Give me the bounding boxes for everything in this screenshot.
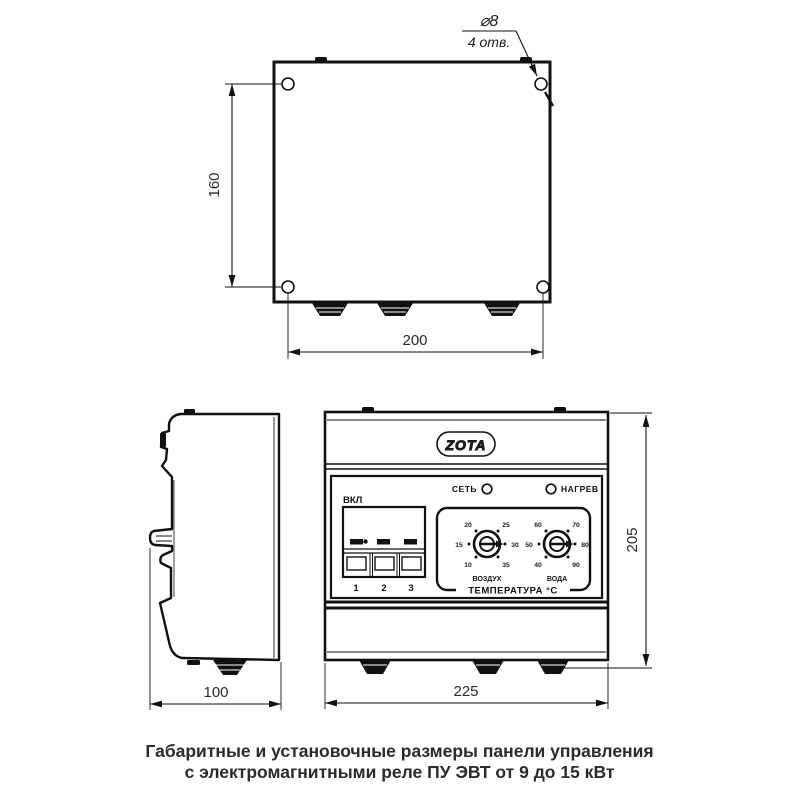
svg-text:30: 30 [511, 542, 519, 549]
air-knob-label: ВОЗДУХ [472, 576, 502, 583]
svg-text:40: 40 [534, 562, 542, 569]
screw-icon [554, 407, 566, 412]
cable-glands-top-view [312, 303, 520, 316]
hole-count-label: 4 отв. [467, 34, 511, 50]
brand-badge [437, 432, 495, 456]
dim-depth-value: 100 [203, 684, 229, 701]
breaker-terminal [347, 557, 366, 570]
svg-text:15: 15 [455, 542, 463, 549]
dimension-160 [206, 84, 281, 287]
svg-text:90: 90 [572, 562, 580, 569]
mounting-hole-top-left [282, 78, 294, 90]
hole-diameter-label: ⌀8 [479, 13, 499, 30]
svg-text:10: 10 [464, 562, 472, 569]
dim-height-value: 160 [206, 172, 223, 198]
cable-gland-side-view [213, 660, 247, 675]
dim-width-value: 200 [402, 332, 428, 349]
breaker-terminal [402, 557, 421, 570]
screw-icon [315, 57, 327, 62]
mounting-hole-bottom-left [282, 281, 294, 293]
temperature-panel [437, 508, 590, 597]
power-led-label: СЕТЬ [451, 484, 477, 494]
foot-detail [187, 660, 200, 665]
svg-text:80: 80 [581, 542, 589, 549]
svg-text:20: 20 [464, 522, 472, 529]
breaker-on-label: ВКЛ [343, 495, 363, 506]
hinge-detail [160, 433, 166, 447]
front-view [325, 407, 652, 709]
pole-number: 1 [353, 583, 359, 594]
breaker-toggle-icon [350, 539, 363, 545]
svg-text:60: 60 [534, 522, 542, 529]
cable-glands-front-view [359, 660, 569, 674]
water-knob-label: ВОДА [546, 576, 568, 583]
heating-led-icon [546, 484, 556, 494]
pole-number: 2 [381, 583, 387, 594]
svg-text:25: 25 [502, 522, 510, 529]
mounting-hole-top-right [535, 78, 547, 90]
brand-logo: ZOTA [445, 437, 487, 453]
drawing-caption [0, 741, 799, 783]
enclosure-back-outline [274, 62, 550, 302]
side-profile-outline [150, 414, 279, 660]
dim-front-height-value: 205 [624, 527, 641, 553]
side-view [150, 409, 281, 710]
svg-text:70: 70 [572, 522, 580, 529]
breaker-toggle-icon [404, 539, 417, 545]
power-led-icon [482, 484, 492, 494]
heating-led-label: НАГРЕВ [561, 484, 599, 494]
breaker-terminal [375, 557, 394, 570]
top-view [206, 13, 553, 359]
svg-text:50: 50 [525, 542, 533, 549]
breaker-toggle-icon [377, 539, 390, 545]
caption-line-1: Габаритные и установочные размеры панели управления [145, 741, 654, 761]
screw-icon [184, 409, 195, 414]
caption-line-2: с электромагнитными реле ПУ ЭВТ от 9 до 15 кВт [184, 762, 615, 782]
dim-front-width-value: 225 [453, 683, 479, 700]
pole-number: 3 [408, 583, 414, 594]
breaker-toggle-dot [363, 539, 367, 543]
screw-icon [362, 407, 374, 412]
temperature-title: ТЕМПЕРАТУРА °С [468, 585, 558, 597]
mounting-hole-bottom-right [537, 281, 549, 293]
svg-text:35: 35 [502, 562, 510, 569]
